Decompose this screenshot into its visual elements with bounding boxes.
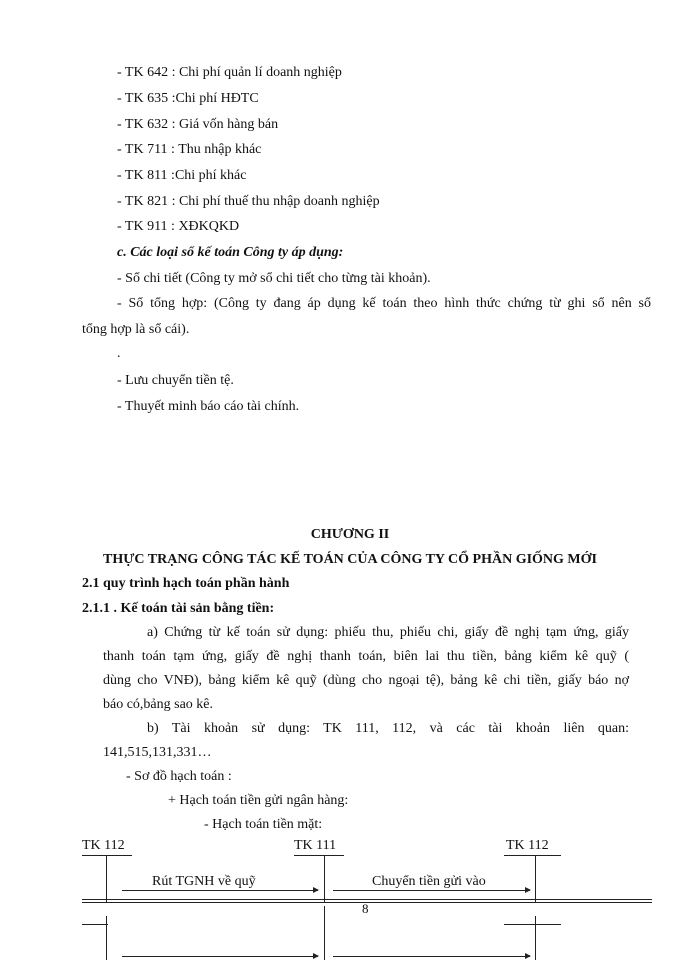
cont-left-stem xyxy=(106,916,107,960)
account-item-642: - TK 642 : Chi phí quản lí doanh nghiệp xyxy=(117,65,342,80)
ledger-summary-line-2: tổng hợp là sổ cái). xyxy=(82,322,190,337)
t-account-right-stem xyxy=(535,855,536,903)
t-account-mid-stem xyxy=(324,855,325,903)
footer-rule-top xyxy=(82,899,652,900)
account-item-635: - TK 635 :Chi phí HĐTC xyxy=(117,91,259,106)
account-item-911: - TK 911 : XĐKQKD xyxy=(117,219,240,234)
cashflow-item: - Lưu chuyển tiền tệ. xyxy=(117,373,234,388)
cont-arrow-left xyxy=(122,956,318,957)
diagram-label: - Sơ đồ hạch toán : xyxy=(126,769,232,784)
t-account-mid-bar xyxy=(294,855,344,856)
stray-dot: . xyxy=(117,346,121,361)
account-item-821: - TK 821 : Chi phí thuế thu nhập doanh nghiệp xyxy=(117,194,380,209)
flow-label-withdraw: Rút TGNH về quỹ xyxy=(152,874,256,889)
cash-label: - Hạch toán tiền mặt: xyxy=(204,817,323,832)
para-a-line-4: báo có,bảng sao kê. xyxy=(103,697,214,712)
section-2-1-1-heading: 2.1.1 . Kế toán tài sản bằng tiền: xyxy=(82,601,275,616)
cont-mid-stem xyxy=(324,906,325,960)
para-a-line-1: a) Chứng từ kế toán sử dụng: phiếu thu, phiếu chi, giấy đề nghị tạm ứng, giấy xyxy=(147,625,629,640)
chapter-title: THỰC TRẠNG CÔNG TÁC KẾ TOÁN CỦA CÔNG TY CỔ PHẦN GIỐNG MỚI xyxy=(103,552,597,567)
t-account-left-label: TK 112 xyxy=(82,838,125,853)
account-item-632: - TK 632 : Giá vốn hàng bán xyxy=(117,117,279,132)
flow-arrow-withdraw xyxy=(122,890,318,891)
cont-right-stem xyxy=(535,916,536,960)
page-number: 8 xyxy=(362,901,369,916)
t-account-left-stem xyxy=(106,855,107,903)
para-a-line-3: dùng cho VNĐ), bảng kiểm kê quỹ (dùng cho ngoại tệ), bảng kê chi tiền, giấy báo nợ xyxy=(103,673,629,688)
account-item-711: - TK 711 : Thu nhập khác xyxy=(117,142,262,157)
flow-arrow-deposit xyxy=(333,890,530,891)
t-account-left-bar xyxy=(82,855,132,856)
flow-label-deposit: Chuyển tiền gửi vào xyxy=(372,874,486,889)
section-2-1-heading: 2.1 quy trình hạch toán phần hành xyxy=(82,576,290,591)
cont-left-bar xyxy=(82,924,108,925)
t-account-right-label: TK 112 xyxy=(506,838,549,853)
chapter-number: CHƯƠNG II xyxy=(310,527,390,542)
cont-right-bar xyxy=(504,924,561,925)
para-b-line-1: b) Tài khoản sử dụng: TK 111, 112, và các tài khoản liên quan: xyxy=(147,721,629,736)
cont-arrow-right xyxy=(333,956,530,957)
account-item-811: - TK 811 :Chi phí khác xyxy=(117,168,247,183)
t-account-mid-label: TK 111 xyxy=(294,838,337,853)
ledger-heading: c. Các loại sổ kế toán Công ty áp dụng: xyxy=(117,245,344,260)
notes-item: - Thuyết minh báo cáo tài chính. xyxy=(117,399,300,414)
ledger-detail: - Sổ chi tiết (Công ty mở sổ chi tiết cho từng tài khoản). xyxy=(117,271,431,286)
ledger-summary-line-1: - Sổ tổng hợp: (Công ty đang áp dụng kế toán theo hình thức chứng từ ghi sổ nên sổ xyxy=(117,296,651,311)
bank-label: + Hạch toán tiền gửi ngân hàng: xyxy=(168,793,349,808)
t-account-right-bar xyxy=(504,855,561,856)
para-b-line-2: 141,515,131,331… xyxy=(103,745,212,760)
para-a-line-2: thanh toán tạm ứng, giấy đề nghị thanh toán, biên lai thu tiền, bảng kiểm kê quỹ ( xyxy=(103,649,629,664)
